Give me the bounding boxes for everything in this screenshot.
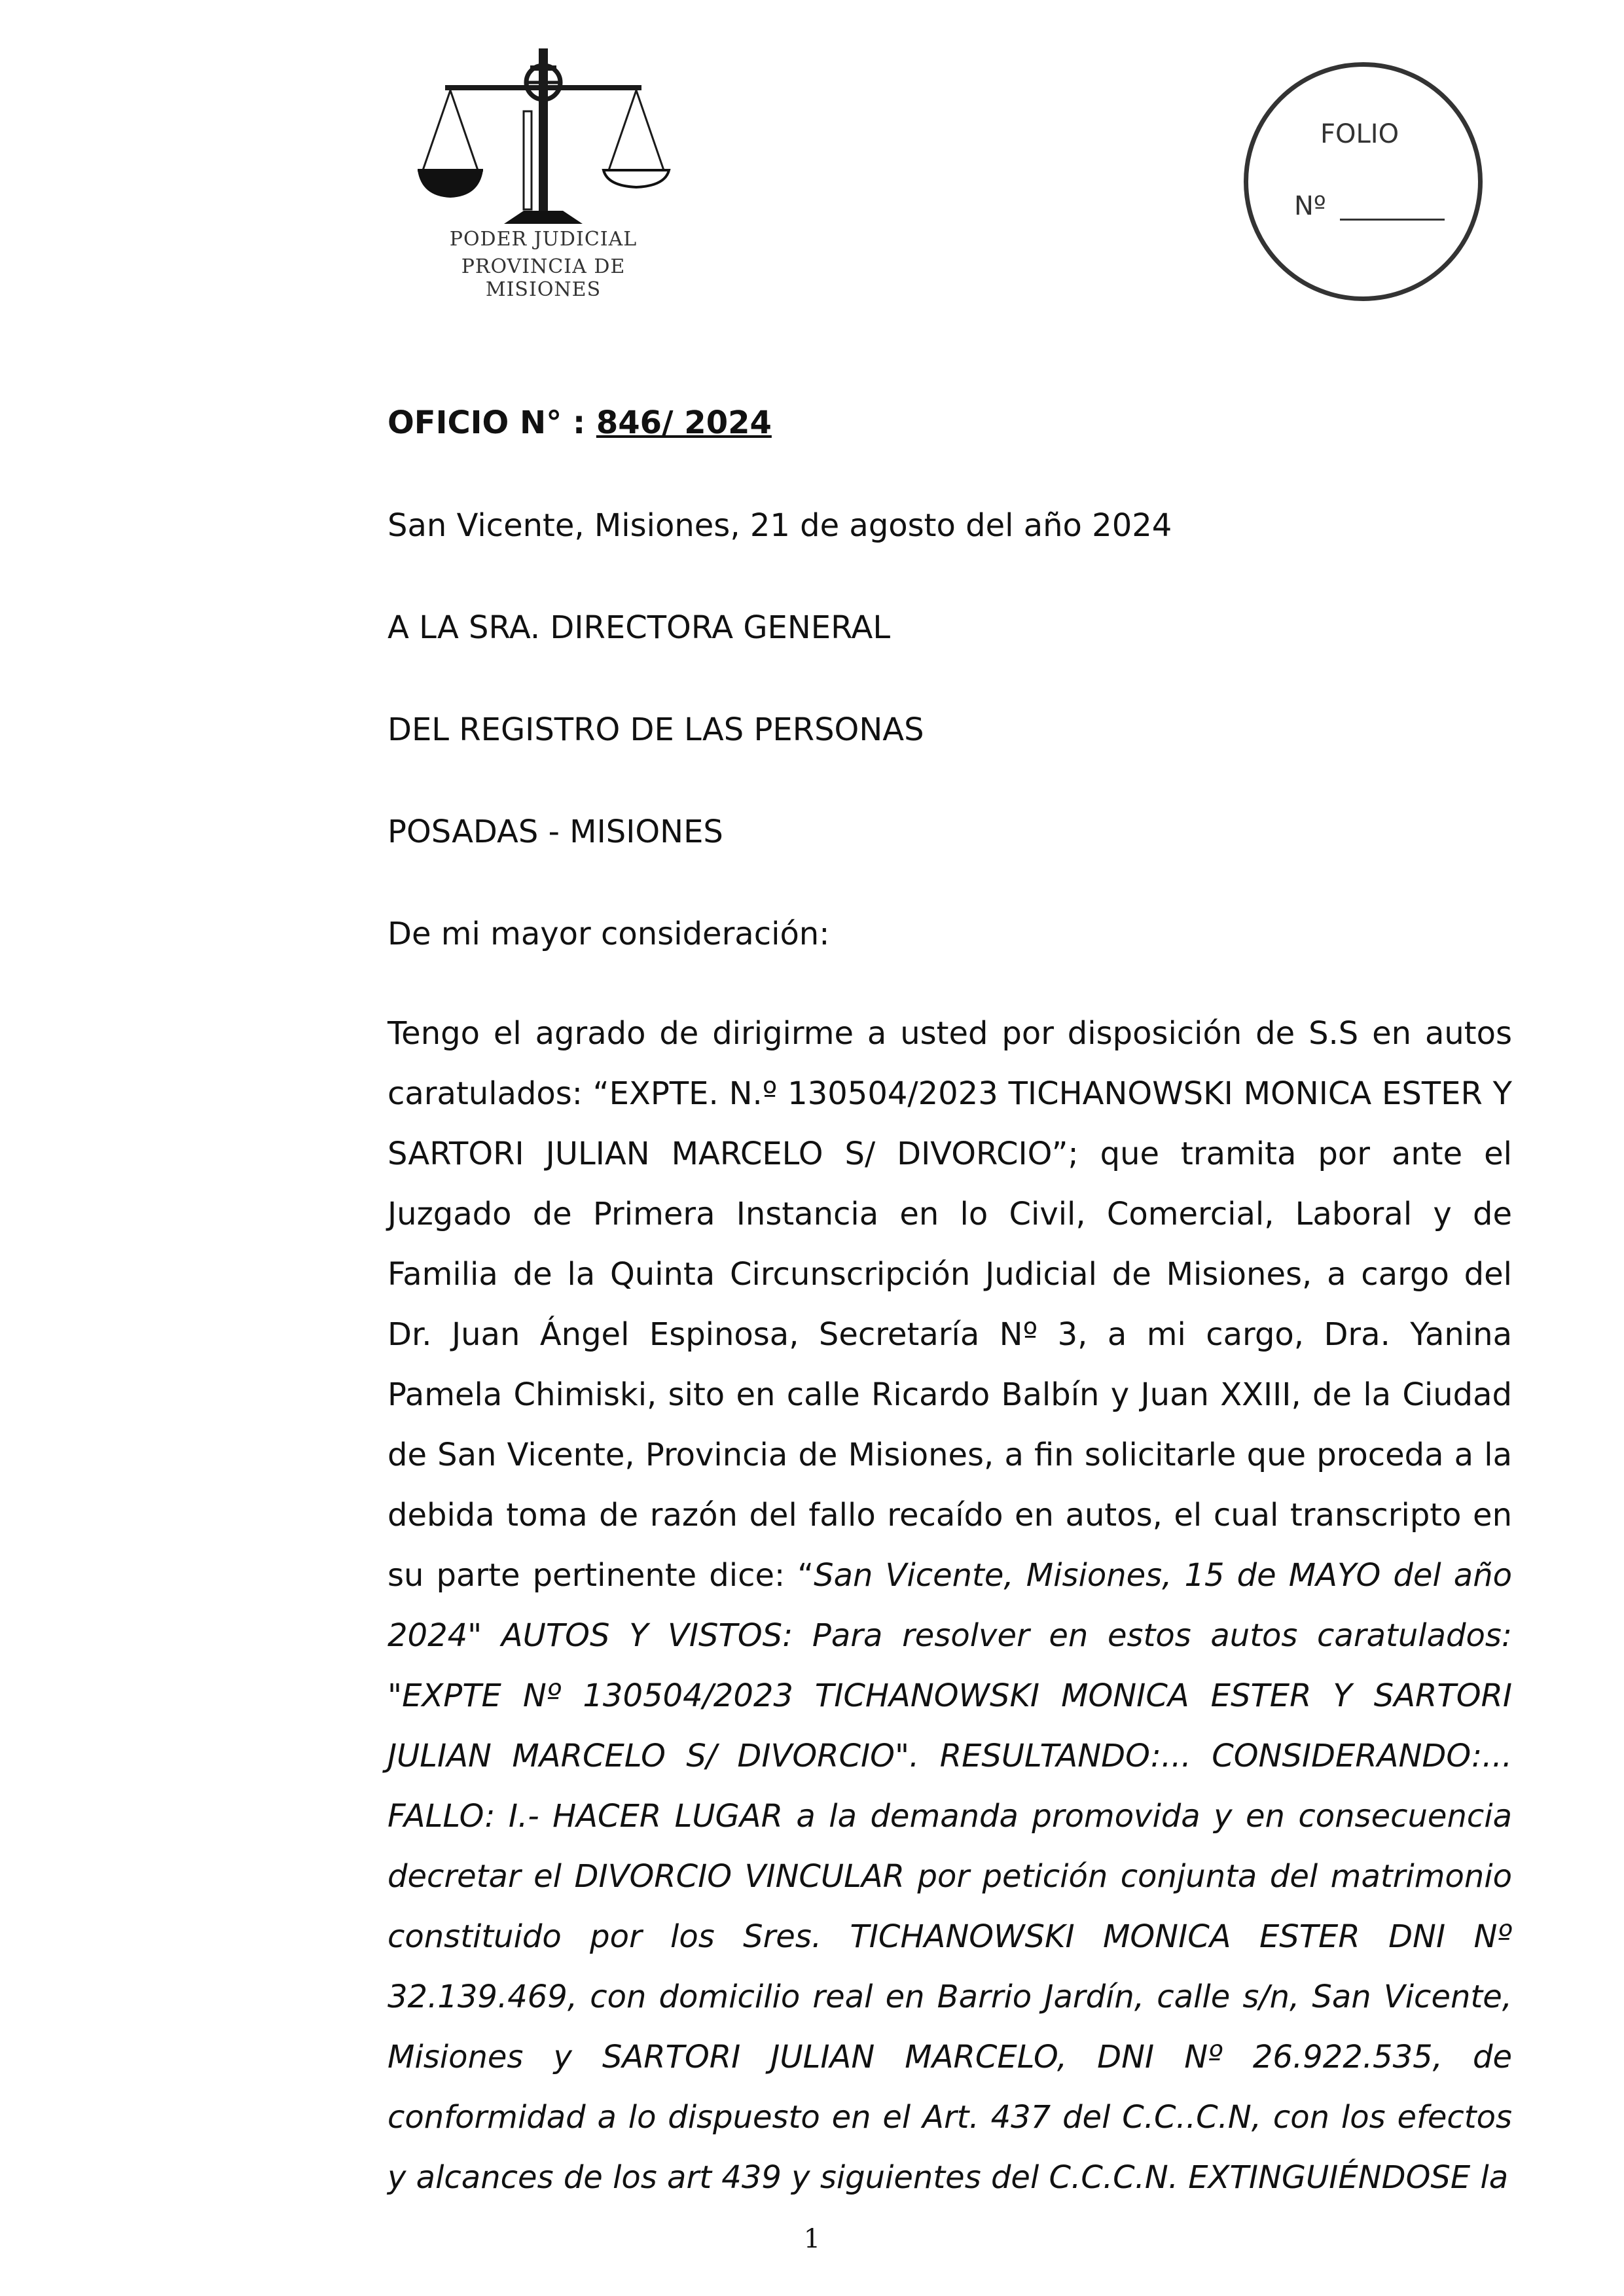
judicial-emblem bbox=[406, 39, 681, 301]
page-number: 1 bbox=[803, 2224, 821, 2254]
oficio-number: 846/ 2024 bbox=[596, 404, 772, 441]
greeting: De mi mayor consideración: bbox=[388, 916, 830, 952]
quoted-ruling: San Vicente, Misiones, 15 de MAYO del año 2024" AUTOS Y VISTOS: Para resolver en estos autos caratulados: "EXPTE Nº 130504/2023 TICHANOWSKI MONICA ESTER Y SARTORI JULIAN MARCELO S/ DIVORCIO". RESULTANDO:... CONSIDERANDO:... FALLO: I.- HACER LUGAR a la demanda promovida y en consecuencia decretar el DIVORCIO VINCULAR por petición conjunta del matrimonio constituido por los Sres. TICHANOWSKI MONICA ESTER DNI Nº 32.139.469, con domicilio real en Barrio Jardín, calle s/n, San Vicente, Misiones y SARTORI JULIAN MARCELO, DNI Nº 26.922.535, de conformidad a lo dispuesto en el Art. 437 del C.C..C.N, con los efectos y alcances de los art 439 y siguientes del C.C.C.N. EXTINGUIÉNDOSE la bbox=[388, 1557, 1512, 2196]
oficio-heading bbox=[388, 393, 1512, 453]
oficio-label: OFICIO N° : bbox=[388, 404, 586, 441]
folio-number-blank bbox=[1340, 219, 1445, 221]
logo-line-provincia: PROVINCIA DE MISIONES bbox=[461, 255, 626, 301]
date-line: San Vicente, Misiones, 21 de agosto del año 2024 bbox=[388, 507, 1172, 544]
scales-of-justice-icon bbox=[406, 39, 681, 229]
recipient-line-3: POSADAS - MISIONES bbox=[388, 814, 723, 850]
folio-number-label: Nº bbox=[1294, 191, 1326, 221]
body-text: Tengo el agrado de dirigirme a usted por disposición de S.S en autos caratulados: “EXPTE. N.º 130504/2023 TICHANOWSKI MONICA ESTER Y SARTORI JULIAN MARCELO S/ DIVORCIO”; que tramita por ante el Juzgado de Primera Instancia en lo Civil, Comercial, Laboral y de Familia de la Quinta Circunscripción Judicial de Misiones, a cargo del Dr. Juan Ángel Espinosa, Secretaría Nº 3, a mi cargo, Dra. Yanina Pamela Chimiski, sito en calle Ricardo Balbín y Juan XXIII, de la Ciudad de San Vicente, Provincia de Misiones, a fin solicitarle que proceda a la debida toma de razón del fallo recaído en autos, el cual transcripto en su parte pertinente dice: “ bbox=[388, 1015, 1512, 1594]
recipient-line-2: DEL REGISTRO DE LAS PERSONAS bbox=[388, 711, 924, 748]
folio-seal bbox=[1244, 62, 1483, 301]
recipient-line-1: A LA SRA. DIRECTORA GENERAL bbox=[388, 609, 891, 646]
body-paragraph bbox=[388, 1003, 1512, 2208]
folio-label: FOLIO bbox=[1320, 119, 1399, 149]
logo-line-poder-judicial: PODER JUDICIAL bbox=[449, 228, 638, 251]
